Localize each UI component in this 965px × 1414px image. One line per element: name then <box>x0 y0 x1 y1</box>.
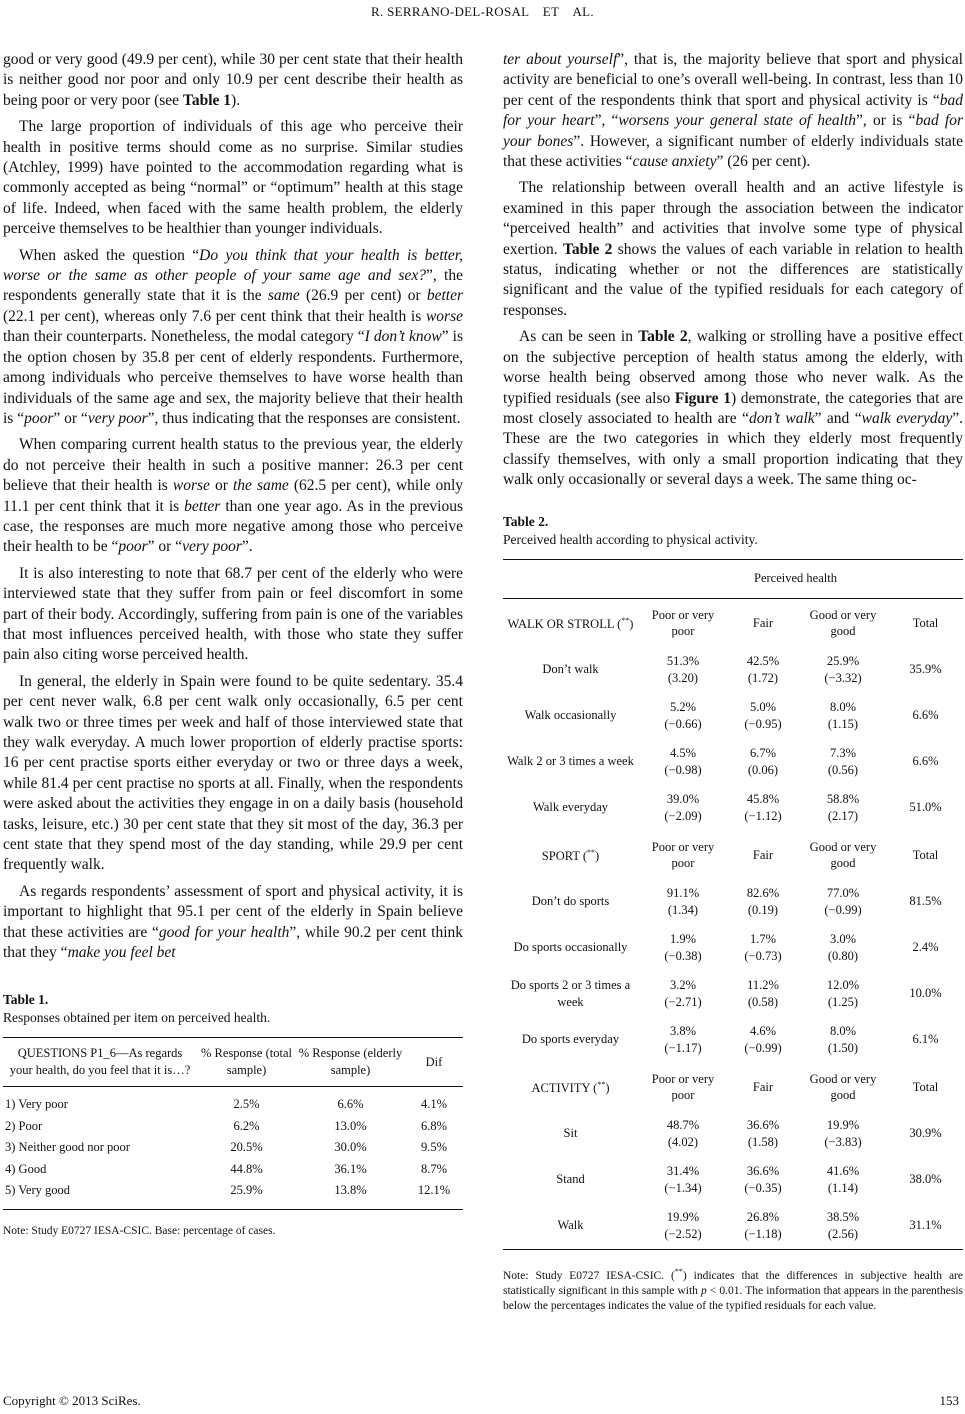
cell-residual: (−3.32) <box>824 670 862 685</box>
cell-residual: (−1.17) <box>664 1040 702 1055</box>
cell-percentage: 36.6% <box>746 1163 780 1178</box>
cell-percentage: 82.6% <box>746 885 780 900</box>
table-2-total: 35.9% <box>909 662 942 677</box>
table-2-row-label: Walk occasionally <box>524 708 617 723</box>
cell-percentage: 31.4% <box>666 1163 700 1178</box>
paragraph-7: As regards respondents’ assessment of sport and physical activity, it is important to highlight that 95.1 per cent of the elderly in Spain believe that these activities are “good for your health”, while 90.2 per cent think that they “make you feel bet <box>3 882 464 962</box>
cell-percentage: 3.8% <box>669 1023 697 1038</box>
cell-residual: (−0.38) <box>664 948 702 963</box>
table-2-row-label: Walk everyday <box>533 800 608 815</box>
cell-residual: (−1.18) <box>744 1226 782 1241</box>
table-2-cell <box>728 971 798 1017</box>
table-row <box>503 1111 963 1157</box>
table-1-note: Note: Study E0727 IESA-CSIC. Base: percentage of cases. <box>3 1224 276 1237</box>
cell-percentage: 19.9% <box>826 1117 860 1132</box>
cell-residual: (1.58) <box>747 1134 779 1149</box>
cell-percentage: 58.8% <box>826 791 860 806</box>
table-2-total: 6.1% <box>912 1032 939 1047</box>
table-2-group-header-cell: SPORT (**) <box>541 847 600 864</box>
cell-residual: (−1.12) <box>744 808 782 823</box>
cell-residual: (−0.99) <box>744 1040 782 1055</box>
cell-percentage: 8.0% <box>829 699 857 714</box>
table-2-group-header-cell: WALK OR STROLL (**) <box>507 615 634 632</box>
table-2-group-header-cell: ACTIVITY (**) <box>531 1079 610 1096</box>
cell-percentage: 11.2% <box>747 977 779 992</box>
table-2-cell <box>798 925 888 971</box>
table-2-group-header-cell: Poor or very poor <box>651 607 715 638</box>
cell-percentage: 3.0% <box>829 931 857 946</box>
table-2-total: 31.1% <box>888 1203 963 1250</box>
table-2-cell <box>728 785 798 831</box>
cell-percentage: 26.8% <box>746 1209 780 1224</box>
table-2-cell <box>798 1017 888 1063</box>
cell-residual: (0.06) <box>747 762 779 777</box>
cell-percentage: 19.9% <box>666 1209 700 1224</box>
table-row: 2) Poor 6.2% 13.0% 6.8% <box>5 1118 448 1133</box>
cell-percentage: 4.6% <box>749 1023 777 1038</box>
cell-residual: (−0.73) <box>744 948 782 963</box>
table-2-total: 30.9% <box>909 1126 942 1141</box>
table-2-row-label: Walk <box>503 1203 638 1250</box>
table-row: 1) Very poor 2.5% 6.6% 4.1% <box>5 1097 448 1112</box>
table-row <box>503 879 963 925</box>
paragraph-2: The large proportion of individuals of this age who perceive their health in positive terms should come as no surprise. Similar studies (Atchley, 1999) have pointed to the accommodation regarding what is commonly accepted as being “normal” or “optimum” health at this stage of life. Indeed, when faced with the same health problem, the elderly perceive themselves to be healthier than younger individuals. <box>3 118 463 238</box>
table-1-header-dif: Dif <box>405 1038 463 1087</box>
cell-percentage: 77.0% <box>826 885 860 900</box>
cell-residual: (−2.09) <box>664 808 702 823</box>
table-2-row-label: Walk 2 or 3 times a week <box>507 754 634 769</box>
figure-1-ref[interactable]: Figure 1 <box>674 389 731 407</box>
table-2-group-header-cell: Poor or very poor <box>651 839 715 870</box>
table-2-group-header <box>503 831 963 879</box>
cell-percentage: 45.8% <box>746 791 780 806</box>
cell-percentage: 51.3% <box>666 653 700 668</box>
table-2-cell <box>638 1203 728 1250</box>
table-2-total: 51.0% <box>909 800 942 815</box>
table-2-total: 6.6% <box>912 708 939 723</box>
table-1-ref[interactable]: Table 1 <box>182 91 232 109</box>
table-2-row-label: Sit <box>563 1126 578 1141</box>
cell-percentage: 48.7% <box>666 1117 700 1132</box>
table-2-cell <box>798 785 888 831</box>
table-2-group-header-cell: Fair <box>752 847 774 862</box>
cell-percentage: 8.0% <box>829 1023 857 1038</box>
paragraph-5: It is also interesting to note that 68.7 per cent of the elderly who were interviewed state that they suffer from pain or feel discomfort in some part of their body. Accordingly, suffering from pain is one of the variables that most influences perceived health, with those who state they suffer pain also citing worse perceived health. <box>3 564 463 664</box>
table-2-cell <box>638 879 728 925</box>
left-column <box>3 50 463 1239</box>
table-2-cell <box>638 647 728 693</box>
cell-percentage: 5.2% <box>669 699 697 714</box>
table-2-super-header-row <box>503 559 963 598</box>
table-2-group-header-cell: Total <box>912 615 939 630</box>
cell-percentage: 4.5% <box>669 745 697 760</box>
cell-percentage: 39.0% <box>666 791 700 806</box>
table-2-cell <box>798 1157 888 1203</box>
cell-percentage: 36.6% <box>746 1117 780 1132</box>
table-2-cell <box>798 1203 888 1250</box>
cell-percentage: 6.7% <box>749 745 777 760</box>
cell-percentage: 3.2% <box>669 977 697 992</box>
cell-residual: (3.20) <box>667 670 699 685</box>
cell-percentage: 41.6% <box>826 1163 860 1178</box>
table-2-note: Note: Study E0727 IESA-CSIC. (**) indicates that the differences in subjective health are statistically significant in this sample with p < 0.01. The information that appears in the parenthesis below the percentages indicates the value of the typified residuals for each value. <box>503 1266 963 1313</box>
cell-residual: (−3.83) <box>824 1134 862 1149</box>
table-1-subtitle: Responses obtained per item on perceived health. <box>3 1010 271 1026</box>
paragraph-6: In general, the elderly in Spain were found to be quite sedentary. 35.4 per cent never walk, 6.8 per cent walk only occasionally, 6.5 per cent walk two or three times per week and half of those interviewed state that they walk everyday. A much lower proportion of elderly practise sports: 16 per cent practise sports either everyday or two or three days a week, while 81.4 per cent practise no sports at all. Finally, when the respondents were asked about the activities they engage in on a daily basis (household tasks, leisure, etc.) 30 per cent state that they sit most of the day, 36.3 per cent state that they spend most of the day standing, while 29.9 per cent frequently walk. <box>3 672 463 874</box>
cell-residual: (0.19) <box>747 902 779 917</box>
cell-residual: (1.72) <box>747 670 779 685</box>
cell-percentage: 91.1% <box>666 885 700 900</box>
table-2-cell <box>728 1017 798 1063</box>
table-1-header-row <box>3 1038 463 1087</box>
cell-residual: (−0.35) <box>744 1180 782 1195</box>
cell-residual: (0.56) <box>827 762 859 777</box>
cell-residual: (−1.34) <box>664 1180 702 1195</box>
table-row <box>503 1157 963 1203</box>
paragraph-3: When asked the question “Do you think that your health is better, worse or the same as other people of your same age and sex?”, the respondents generally state that it is the same (26.9 per cent) or better (22.1 per cent), whereas only 7.6 per cent think that their health is worse than their counterparts. Nonetheless, the modal category “I don’t know” is the option chosen by 35.8 per cent of elderly respondents. Furthermore, among individuals who perceive themselves to have worse health than individuals of the same age and sex, the majority believe that their health is “poor” or “very poor”, thus indicating that the responses are consistent. <box>3 246 464 427</box>
table-2-total: 81.5% <box>909 894 942 909</box>
cell-residual: (1.14) <box>827 1180 859 1195</box>
page-number: 153 <box>939 1393 959 1408</box>
table-2-group-header <box>503 598 963 647</box>
table-2-row-label: Do sports 2 or 3 times a week <box>510 977 631 1009</box>
table-1-header-elderly: % Response (elderly sample) <box>296 1038 405 1087</box>
table-2-row-label: Do sports everyday <box>521 1032 620 1047</box>
cell-residual: (−0.99) <box>824 902 862 917</box>
table-2-group-header-cell: Good or very good <box>809 839 877 870</box>
table-2 <box>503 559 963 1250</box>
table-row <box>503 925 963 971</box>
table-2-cell <box>728 1157 798 1203</box>
table-2-subtitle: Perceived health according to physical activity. <box>503 531 758 547</box>
table-2-group-header-cell: Fair <box>752 615 774 630</box>
paragraph-9: The relationship between overall health and an active lifestyle is examined in this paper through the association between the indicator “perceived health” and activities that involve some type of physical exertion. Table 2 shows the values of each variable in relation to health status, indicating whether or not the differences are statistically significant and the value of the typified residuals for each category of responses. <box>503 179 963 319</box>
table-row <box>503 1017 963 1063</box>
table-2-cell <box>728 1111 798 1157</box>
table-2-row-label: Don’t do sports <box>531 894 610 909</box>
table-2-cell <box>798 739 888 785</box>
cell-residual: (−0.95) <box>744 716 782 731</box>
table-2-super-header: Perceived health <box>638 559 963 598</box>
table-2-cell <box>798 693 888 739</box>
table-2-cell <box>798 971 888 1017</box>
table-row: 5) Very good 25.9% 13.8% 12.1% <box>3 1180 463 1209</box>
table-2-group-header <box>503 1063 963 1111</box>
table-2-title: Table 2. <box>503 513 549 529</box>
table-row <box>503 785 963 831</box>
table-2-cell <box>638 739 728 785</box>
table-row <box>503 1203 963 1250</box>
table-1-title: Table 1. <box>3 992 49 1008</box>
cell-percentage: 12.0% <box>826 977 860 992</box>
cell-percentage: 25.9% <box>826 653 860 668</box>
table-1 <box>3 1037 463 1210</box>
table-2-group-header-cell: Fair <box>752 1079 774 1094</box>
right-column <box>503 50 963 1315</box>
table-2-group-header-cell: Good or very good <box>809 607 877 638</box>
cell-percentage: 5.0% <box>749 699 777 714</box>
paragraph-1: good or very good (49.9 per cent), while 30 per cent state that their health is neither good nor poor and only 10.9 per cent describe their health as being poor or very poor (see Table 1). <box>3 51 463 109</box>
table-2-cell <box>798 647 888 693</box>
running-head: R. SERRANO-DEL-ROSAL ET AL. <box>371 4 594 19</box>
cell-residual: (1.25) <box>827 994 859 1009</box>
table-2-total: 38.0% <box>909 1172 942 1187</box>
table-2-total: 2.4% <box>912 940 939 955</box>
cell-residual: (1.50) <box>827 1040 859 1055</box>
cell-percentage: 38.5% <box>826 1209 860 1224</box>
table-2-ref[interactable]: Table 2 <box>562 240 613 258</box>
cell-residual: (2.56) <box>827 1226 859 1241</box>
table-row: 3) Neither good nor poor 20.5% 30.0% 9.5% <box>5 1140 448 1155</box>
table-2-row-label: Do sports occasionally <box>513 940 628 955</box>
table-2-cell <box>798 879 888 925</box>
table-2-row-label: Don’t walk <box>542 662 599 677</box>
table-row <box>503 647 963 693</box>
table-2-cell <box>638 693 728 739</box>
table-2-cell <box>728 879 798 925</box>
table-2-group-header-cell: Total <box>912 1079 939 1094</box>
table-2-row-label: Stand <box>556 1172 585 1187</box>
table-2-cell <box>728 739 798 785</box>
paragraph-8: ter about yourself”, that is, the majority believe that sport and physical activity are beneficial to one’s overall well-being. In contrast, less than 10 per cent of the respondents think that sport and physical activity is “bad for your heart”, “worsens your general state of health”, or is “bad for your bones”. However, a significant number of elderly individuals state that these activities “cause anxiety” (26 per cent). <box>503 51 963 171</box>
table-2-cell <box>798 1111 888 1157</box>
cell-percentage: 7.3% <box>829 745 857 760</box>
table-2-cell <box>728 693 798 739</box>
table-row <box>503 739 963 785</box>
cell-residual: (1.34) <box>667 902 699 917</box>
cell-residual: (−2.71) <box>664 994 702 1009</box>
table-1-header-questions: QUESTIONS P1_6—As regards your health, do you feel that it is…? <box>3 1038 197 1087</box>
table-2-ref[interactable]: Table 2 <box>638 328 688 346</box>
table-2-cell <box>728 1203 798 1250</box>
table-row <box>503 971 963 1017</box>
table-2-total: 10.0% <box>909 986 942 1001</box>
table-2-cell <box>638 1157 728 1203</box>
paragraph-10: As can be seen in Table 2, walking or strolling have a positive effect on the subjective perception of health status among the elderly, with worse health being observed among those who never walk. As the typified residuals (see also Figure 1) demonstrate, the categories that are most closely associated to health are “don’t walk” and “walk everyday”. These are the two categories in which they elderly most frequently classify themselves, with only a small proportion indicating that they walk only occasionally or several days a week. The same thing oc- <box>503 328 964 489</box>
cell-residual: (−0.98) <box>664 762 702 777</box>
cell-percentage: 1.7% <box>749 931 777 946</box>
table-1-header-total: % Response (total sample) <box>197 1038 296 1087</box>
table-2-cell <box>638 1017 728 1063</box>
table-2-group-header-cell: Good or very good <box>809 1071 877 1102</box>
table-row: 4) Good 44.8% 36.1% 8.7% <box>5 1161 448 1176</box>
table-2-cell <box>638 785 728 831</box>
table-2-total: 6.6% <box>912 754 939 769</box>
table-2-cell <box>728 925 798 971</box>
cell-residual: (0.80) <box>827 948 859 963</box>
cell-residual: (1.15) <box>827 716 859 731</box>
copyright: Copyright © 2013 SciRes. <box>3 1393 141 1408</box>
table-2-group-header-cell: Poor or very poor <box>651 1071 715 1102</box>
table-2-group-header-cell: Total <box>912 847 939 862</box>
table-2-cell <box>638 971 728 1017</box>
table-2-cell <box>638 1111 728 1157</box>
table-2-cell <box>638 925 728 971</box>
paragraph-4: When comparing current health status to the previous year, the elderly do not perceive their health in such a positive manner: 26.3 per cent believe that their health is worse or the same (62.5 per cent), while only 11.1 per cent think that it is better than one year ago. As in the previous case, the responses are much more negative among those who perceive their health to be “poor” or “very poor”. <box>3 436 464 556</box>
table-row <box>503 693 963 739</box>
cell-percentage: 42.5% <box>746 653 780 668</box>
cell-percentage: 1.9% <box>669 931 697 946</box>
cell-residual: (4.02) <box>667 1134 699 1149</box>
cell-residual: (0.58) <box>747 994 779 1009</box>
table-2-cell <box>728 647 798 693</box>
cell-residual: (−0.66) <box>664 716 702 731</box>
cell-residual: (−2.52) <box>664 1226 702 1241</box>
cell-residual: (2.17) <box>827 808 859 823</box>
